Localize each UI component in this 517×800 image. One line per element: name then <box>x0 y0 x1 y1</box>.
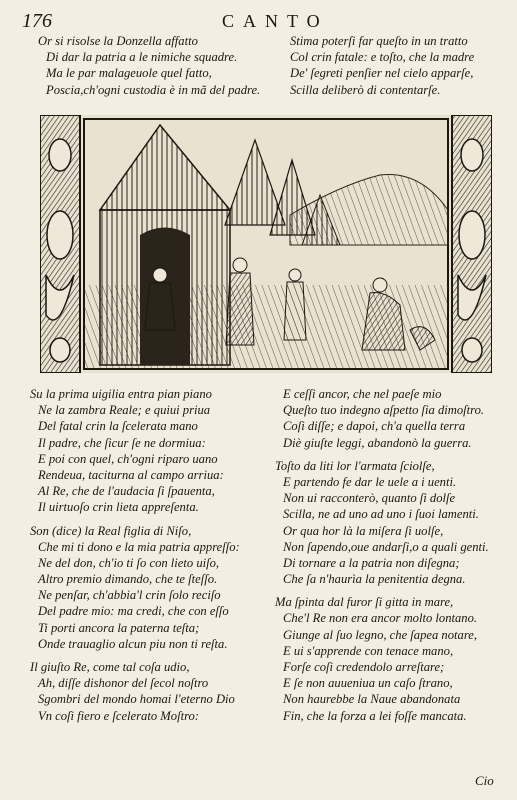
verse-line: Toſto da liti lor l'armata ſciolſe, <box>275 458 435 473</box>
bottom-right-column <box>275 386 489 724</box>
verse-line: Coſi diſſe; e dapoi, ch'a quella terra <box>283 419 466 434</box>
verse-line: Il giuſto Re, come tal coſa udio, <box>30 660 190 674</box>
verse-line: Il padre, che ſicur ſe ne dormiua: <box>38 435 206 450</box>
running-head: CANTO <box>222 11 329 31</box>
verse-line: Ti porti ancora la paterna teſta; <box>38 620 200 635</box>
top-left-stanza <box>38 33 260 98</box>
verse-line: De' ſegreti penſier nel cielo apparſe, <box>290 66 474 81</box>
verse-line: Che'l Re non era ancor molto lontano. <box>283 611 478 626</box>
verse-line: Forſe coſi credendolo arreſtare; <box>283 660 445 674</box>
stanza <box>275 458 489 588</box>
verse-line: Altro premio dimando, che te ſteſſo. <box>38 572 218 587</box>
verse-line: Al Re, che de l'audacia ſi ſpauenta, <box>38 484 215 499</box>
verse-line: Queſto tuo indegno aſpetto ſia dimoſtro. <box>283 403 485 418</box>
verse-line: Poscia,ch'ogni custodia è in mã del padre. <box>46 82 261 97</box>
catchword: Cio <box>475 773 494 788</box>
verse-line: Non haurebbe la Naue abandonata <box>283 692 461 707</box>
verse-line: Vn coſi fiero e ſcelerato Moſtro: <box>38 708 199 723</box>
verse-line: Ne del don, ch'io ti ſo con lieto uiſo, <box>38 555 220 570</box>
verse-line: Onde trauaglio alcun piu non ti reſta. <box>38 636 228 651</box>
verse-line: Sgombri del mondo homai l'eterno Dio <box>38 692 235 707</box>
right-ornament-border <box>452 115 492 373</box>
stanza <box>30 659 240 724</box>
verse-line: Or si risolse la Donzella affatto <box>38 34 198 48</box>
verse-line: Or qua hor là la miſera ſi uolſe, <box>283 523 444 538</box>
verse-line: E ui s'apprende con tenace mano, <box>283 643 454 658</box>
verse-line: Di dar la patria a le nimiche squadre. <box>46 50 238 65</box>
verse-line: Di tornare a la patria non diſegna; <box>283 555 460 570</box>
verse-line: Ne penſar, ch'abbia'l crin ſolo reciſo <box>38 588 221 603</box>
verse-line: Del padre mio: ma credi, che con eſſo <box>38 604 229 619</box>
verse-line: Ma ſpinta dal furor ſi gitta in mare, <box>275 595 454 610</box>
page-number: 176 <box>22 10 52 32</box>
verse-line: E poi con quel, ch'ogni riparo uano <box>38 451 218 466</box>
verse-line: Su la prima uigilia entra pian piano <box>30 387 212 401</box>
verse-line: Ma le par malageuole quel fatto, <box>46 66 212 81</box>
verse-line: E ſe non auueniua un caſo ſtrano, <box>283 676 453 691</box>
page-header <box>0 10 517 34</box>
verse-line: Fin, che la forza a lei foſſe mancata. <box>283 708 467 723</box>
verse-line: Non ui racconterò, quanto ſi dolſe <box>283 491 456 506</box>
verse-line: Il uirtuoſo crin lieta appreſenta. <box>38 500 199 515</box>
verse-line: E ceſſi ancor, che nel paeſe mio <box>283 387 442 401</box>
verse-line: Ah, diſſe dishonor del ſecol noſtro <box>38 676 209 691</box>
verse-line: Giunge al ſuo legno, che ſapea notare, <box>283 627 477 642</box>
bottom-left-column <box>30 386 240 724</box>
top-right-stanza <box>290 33 474 98</box>
stanza <box>30 523 240 653</box>
verse-line: Col crin fatale: e toſto, che la madre <box>290 50 475 65</box>
stanza <box>275 386 489 451</box>
verse-line: Son (dice) la Real figlia di Niſo, <box>30 523 192 538</box>
verse-line: Del fatal crin la ſcelerata mano <box>38 419 198 434</box>
verse-line: Rendeua, taciturna al campo arriua: <box>38 467 224 482</box>
verse-line: Che ſa n'haurìa la penitentia degna. <box>283 572 466 587</box>
woodcut-illustration <box>40 115 492 373</box>
left-ornament-border <box>40 115 80 373</box>
verse-line: Ne la zambra Reale; e quiui priua <box>38 403 211 418</box>
verse-line: Scilla, ne ad uno ad uno i ſuoi lamenti. <box>283 507 479 522</box>
stanza <box>30 386 240 516</box>
verse-line: Scilla deliberò di contentarſe. <box>290 82 441 97</box>
verse-line: Che mi ti dono e la mia patria appreſſo: <box>38 539 240 554</box>
verse-line: Diè giuſte leggi, abandonò la guerra. <box>283 435 472 450</box>
stanza <box>275 594 489 724</box>
verse-line: Non ſapendo,oue andarſi,o a quali genti. <box>283 539 489 554</box>
verse-line: E partendo fe dar le uele a i uenti. <box>283 474 457 489</box>
verse-line: Stima poterſi far queſto in un tratto <box>290 34 468 48</box>
